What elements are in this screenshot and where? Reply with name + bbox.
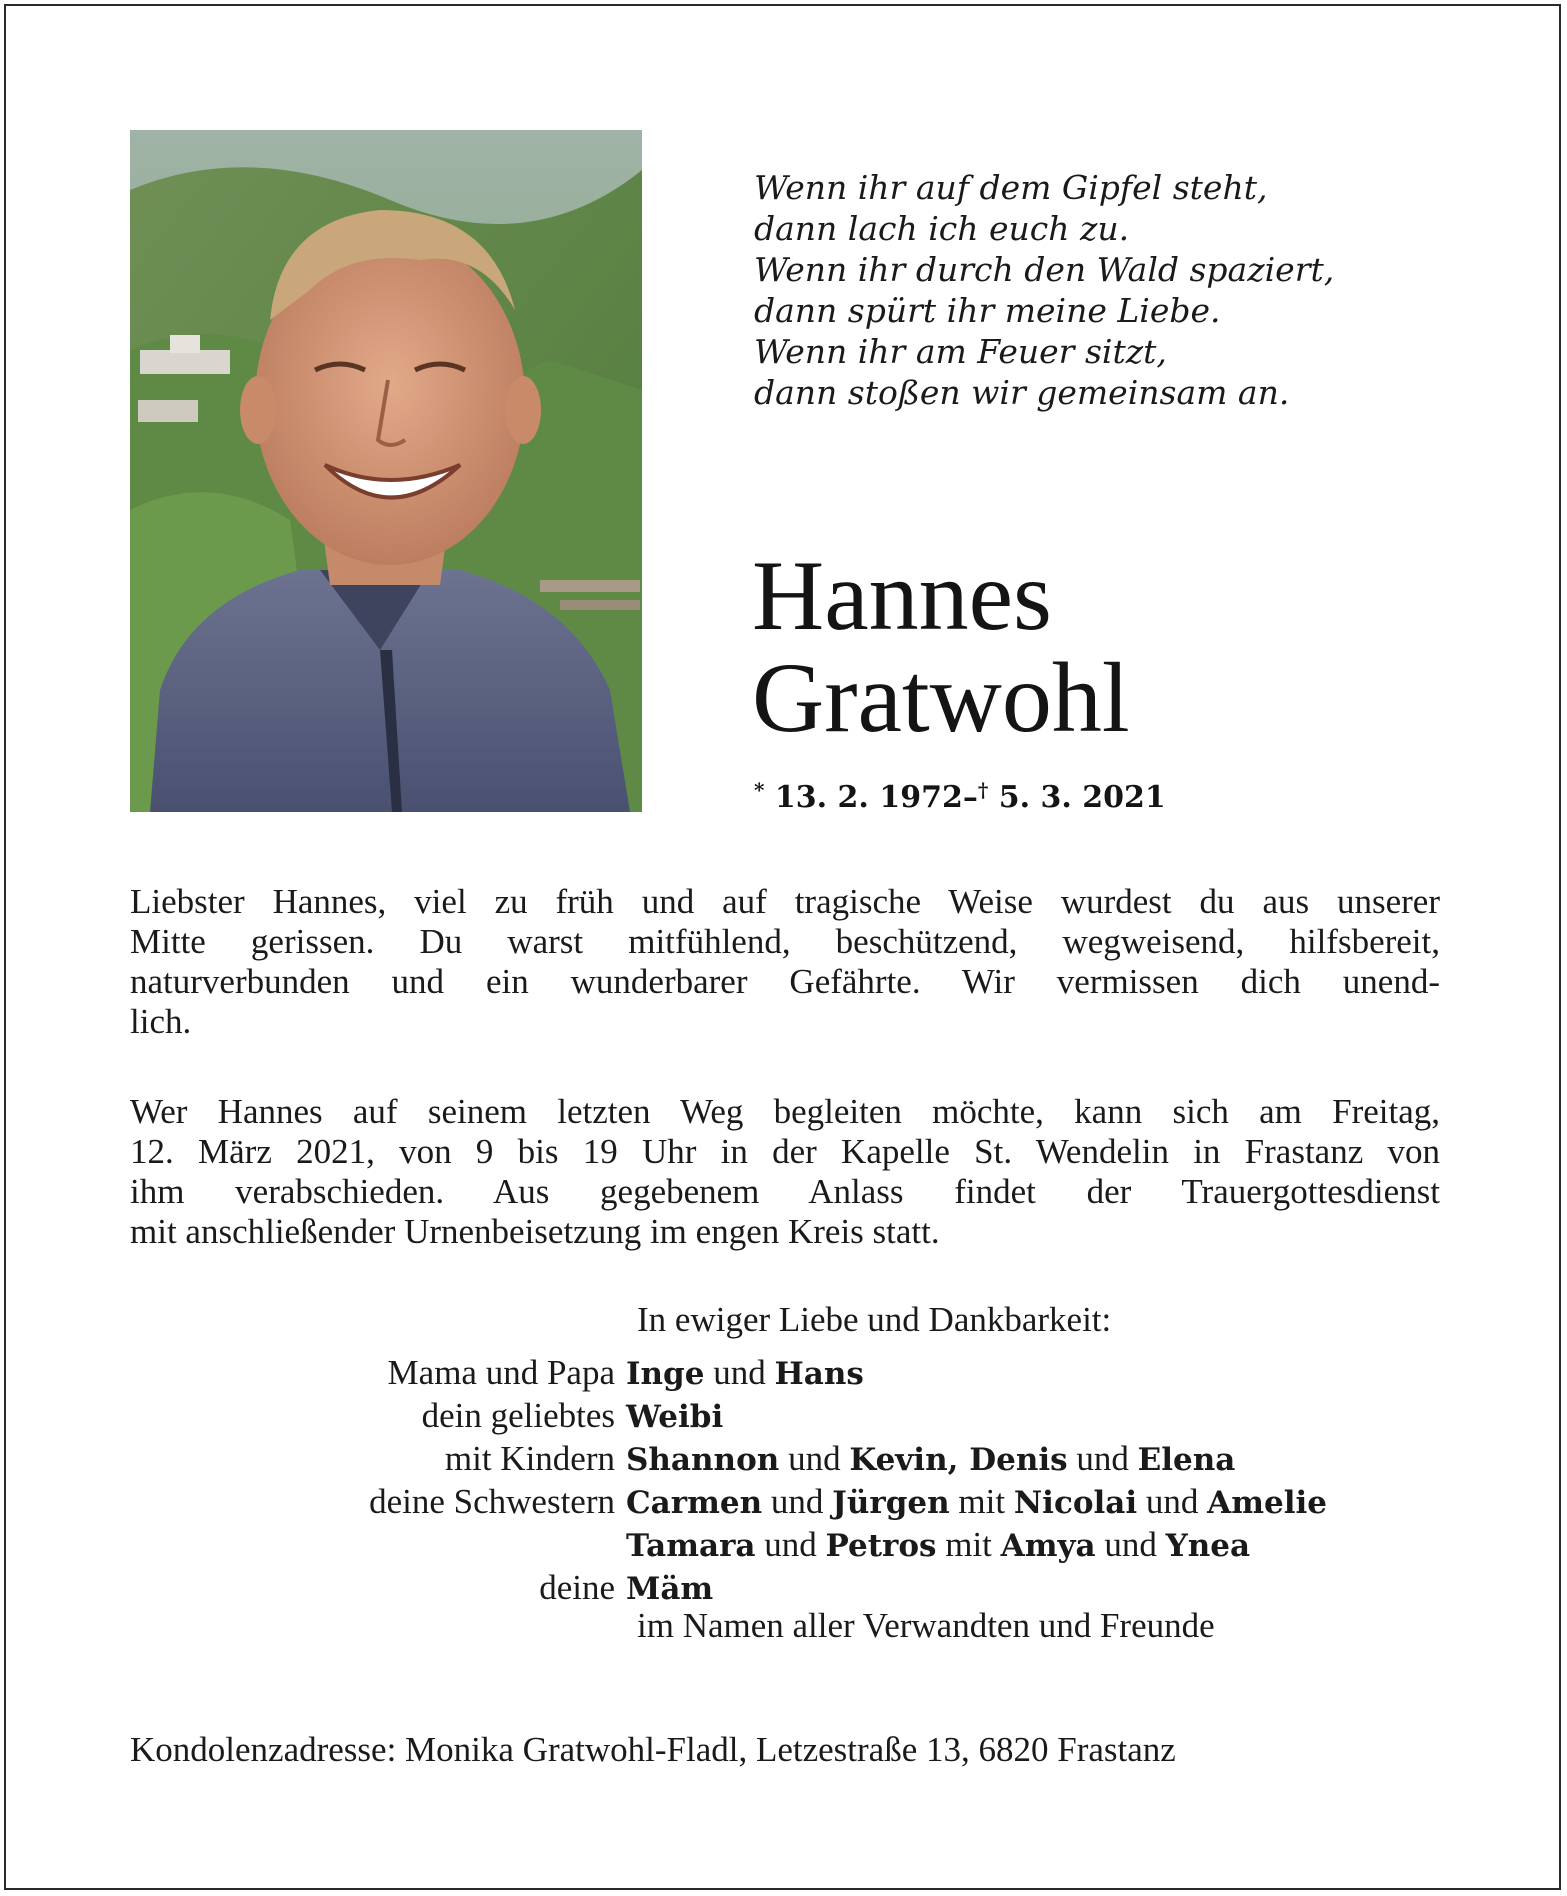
signatory-names: [626, 1352, 1460, 1395]
signatory-name: Kevin, Denis: [849, 1442, 1068, 1478]
signatory-name: Weibi: [626, 1399, 724, 1435]
poem-line: Wenn ihr auf dem Gipfel steht,: [754, 168, 1268, 207]
birth-date: 13. 2. 1972: [774, 780, 963, 815]
signatory-connector: und: [779, 1439, 850, 1478]
signatory-names: [626, 1481, 1460, 1524]
signatory-name: Hans: [774, 1356, 864, 1392]
poem-line: dann spürt ihr meine Liebe.: [754, 291, 1221, 330]
signatory-name: Elena: [1137, 1442, 1236, 1478]
signatory-name: Petros: [825, 1528, 937, 1564]
signatory-connector: und: [762, 1482, 833, 1521]
signatory-relation: dein geliebtes: [421, 1396, 615, 1435]
signatory-connector: und: [704, 1353, 775, 1392]
signatory-relation: Mama und Papa: [387, 1353, 615, 1392]
death-date: 5. 3. 2021: [998, 780, 1166, 815]
death-symbol: †: [977, 778, 989, 802]
paragraph-line: ihm verabschieden. Aus gegebenem Anlass findet der Trauergottesdienst: [130, 1172, 1440, 1211]
signatory-relation: deine Schwestern: [369, 1482, 615, 1521]
signatory-connector: mit: [949, 1482, 1014, 1521]
signatory-name: Mäm: [626, 1571, 714, 1607]
signatory-row: [130, 1524, 1460, 1567]
paragraph-line: Mitte gerissen. Du warst mitfühlend, beschützend, wegweisend, hilfsbereit,: [130, 922, 1440, 961]
condolence-address: Kondolenzadresse: Monika Gratwohl-Fladl, Letzestraße 13, 6820 Frastanz: [130, 1730, 1176, 1769]
last-name: Gratwohl: [752, 642, 1130, 753]
signatory-connector: und: [1067, 1439, 1138, 1478]
signatory-names: [626, 1567, 1460, 1610]
signatory-relation: deine: [539, 1568, 615, 1607]
poem-line: dann stoßen wir gemeinsam an.: [754, 373, 1290, 412]
signatory-name: Amya: [1000, 1528, 1096, 1564]
poem-line: dann lach ich euch zu.: [754, 209, 1130, 248]
signatory-name: Shannon: [626, 1442, 780, 1478]
birth-symbol: *: [754, 778, 765, 802]
signatory-row: [130, 1352, 1460, 1395]
signatory-names: [626, 1395, 1460, 1438]
signatory-name: Tamara: [626, 1528, 756, 1564]
signatory-row: [130, 1395, 1460, 1438]
farewell-paragraph: [130, 1092, 1440, 1252]
poem: [754, 167, 1334, 413]
poem-line: Wenn ihr durch den Wald spaziert,: [754, 250, 1335, 289]
signatory-name: Jürgen: [832, 1485, 950, 1521]
tribute-paragraph: [130, 882, 1440, 1042]
signatory-name: Inge: [626, 1356, 705, 1392]
signatory-name: Carmen: [626, 1485, 763, 1521]
signatory-connector: und: [755, 1525, 826, 1564]
signatories-intro: In ewiger Liebe und Dankbarkeit:: [637, 1300, 1112, 1339]
signatory-connector: mit: [936, 1525, 1001, 1564]
signatory-relation: mit Kindern: [444, 1439, 615, 1478]
signatory-row: [130, 1481, 1460, 1524]
signatory-row: [130, 1438, 1460, 1481]
signatory-names: [626, 1438, 1460, 1481]
deceased-name: [752, 540, 1130, 753]
first-name: Hannes: [752, 540, 1052, 651]
signatory-name: Ynea: [1165, 1528, 1251, 1564]
life-dates: [754, 778, 1166, 815]
signatory-relation: [130, 1524, 626, 1567]
paragraph-line: naturverbunden und ein wunderbarer Gefährte. Wir vermissen dich unend-: [130, 962, 1440, 1001]
signatory-names: [626, 1524, 1460, 1567]
signatory-connector: und: [1095, 1525, 1166, 1564]
paragraph-line: mit anschließender Urnenbeisetzung im engen Kreis statt.: [130, 1212, 940, 1251]
signatory-name: Amelie: [1207, 1485, 1327, 1521]
signatory-connector: und: [1137, 1482, 1208, 1521]
paragraph-line: lich.: [130, 1002, 192, 1041]
date-separator: –: [962, 780, 978, 815]
signatory-name: Nicolai: [1013, 1485, 1138, 1521]
portrait-photo: [130, 130, 642, 812]
paragraph-line: Wer Hannes auf seinem letzten Weg begleiten möchte, kann sich am Freitag,: [130, 1092, 1440, 1131]
paragraph-line: 12. März 2021, von 9 bis 19 Uhr in der Kapelle St. Wendelin in Frastanz von: [130, 1132, 1440, 1171]
paragraph-line: Liebster Hannes, viel zu früh und auf tragische Weise wurdest du aus unserer: [130, 882, 1440, 921]
poem-line: Wenn ihr am Feuer sitzt,: [754, 332, 1167, 371]
signatory-row: [130, 1567, 1460, 1610]
signatories-closing: im Namen aller Verwandten und Freunde: [637, 1606, 1215, 1645]
signatories-list: [130, 1352, 1460, 1610]
